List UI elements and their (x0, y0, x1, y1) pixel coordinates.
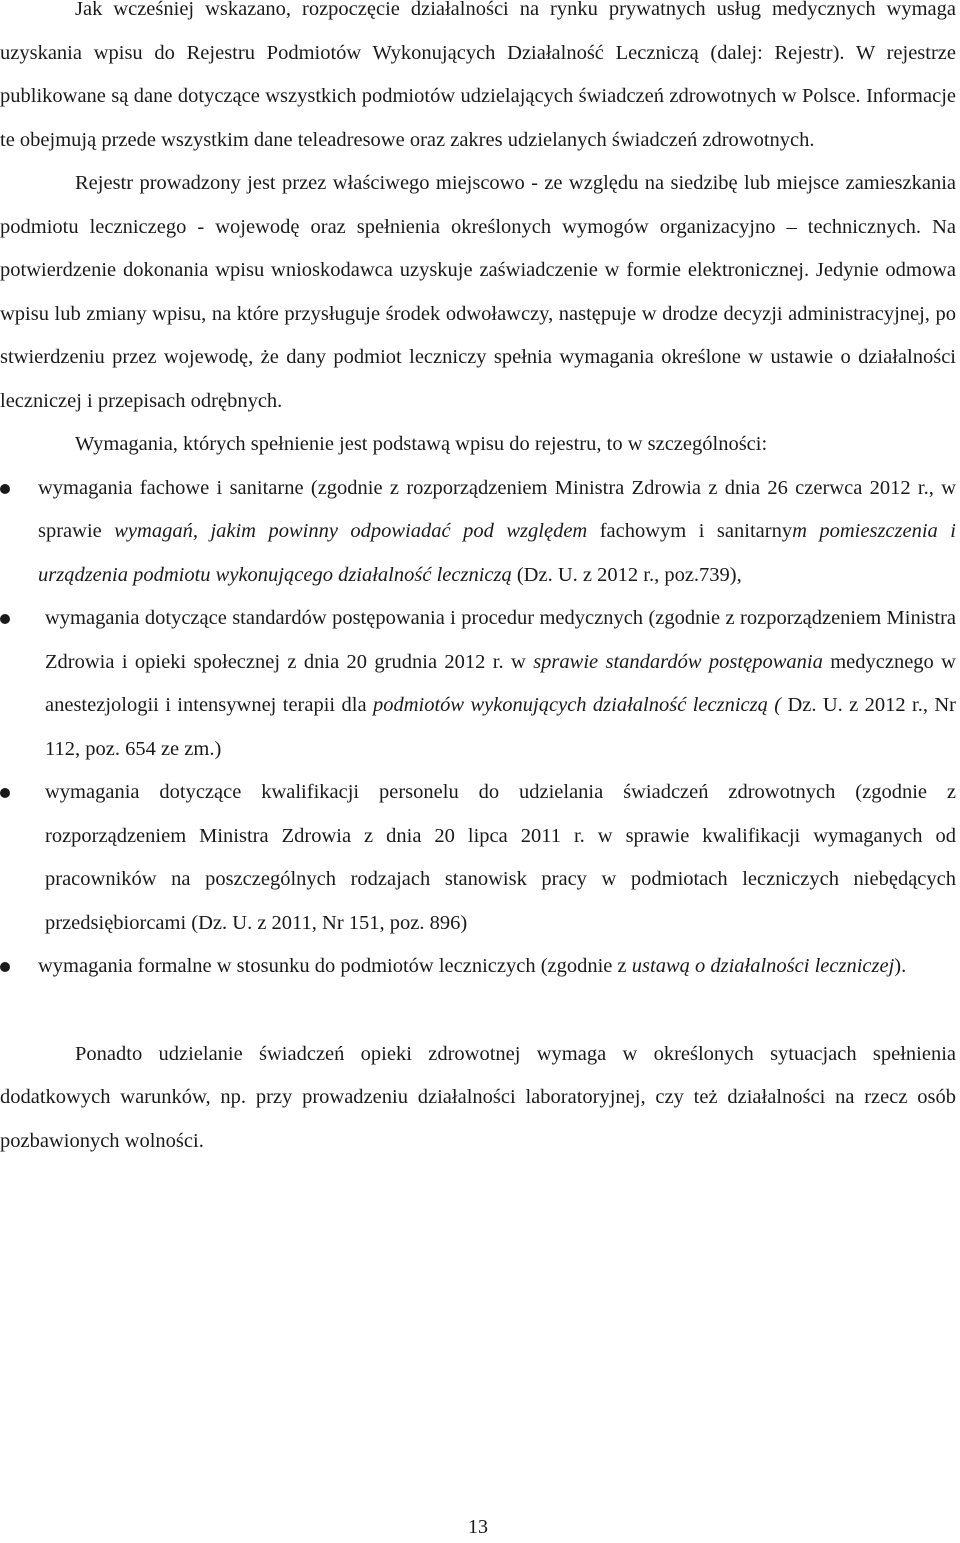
item-citation: (Dz. U. z 2012 r., poz.739), (511, 563, 742, 586)
bullet-icon (0, 788, 10, 798)
item-italic-title: wymagań, jakim powinny odpowiadać pod względem (114, 520, 588, 542)
paragraph-additional-conditions: Ponadto udzielanie świadczeń opieki zdrowotnej wymaga w określonych sytuacjach spełnienia dodatkowych warunków, np. przy prowadzeniu działalności laboratoryjnej, czy też działalności na rzecz osób pozbawionych wolności. (0, 1042, 956, 1152)
bullet-icon (0, 614, 10, 624)
paragraph-register-intro: Jak wcześniej wskazano, rozpoczęcie działalności na rynku prywatnych usług medycznych wymaga uzyskania wpisu do Rejestru Podmiotów Wykonujących Działalność Leczniczą (dalej: Rejestr). W rejestrze publikowane są dane dotyczące wszystkich podmiotów udzielających świadczeń zdrowotnych w Polsce. Informacje te obejmują przede wszystkim dane teleadresowe oraz zakres udzielanych świadczeń zdrowotnych. (0, 0, 956, 151)
item-text: wymagania fachowe i sanitarne (zgodnie z rozporządzeniem Ministra Zdrowia z dnia 26 czerwca 2012 r., w sprawie (38, 476, 956, 542)
paragraph-requirements-intro: Wymagania, których spełnienie jest podstawą wpisu do rejestru, to w szczególności: (75, 433, 768, 455)
list-item (0, 771, 956, 945)
item-text-mid: medycznego w anestezjologii i intensywnej terapii dla (45, 650, 956, 716)
item-text: wymagania dotyczące standardów postępowania i procedur medycznych (zgodnie z rozporządzeniem Ministra Zdrowia i opieki społecznej z dnia 20 grudnia 2012 r. w (45, 607, 956, 673)
list-item (0, 945, 956, 989)
paragraph-register-voivode: Rejestr prowadzony jest przez właściwego miejscowo - ze względu na siedzibę lub miejsce zamieszkania podmiotu leczniczego - wojewodę oraz spełnienia określonych wymogów organizacyjno – technicznych. Na potwierdzenie dokonania wpisu wnioskodawca uzyskuje zaświadczenie w formie elektronicznej. Jedynie odmowa wpisu lub zmiany wpisu, na które przysługuje środek odwoławczy, następuje w drodze decyzji administracyjnej, po stwierdzeniu przez wojewodę, że dany podmiot leczniczy spełnia wymagania określone w ustawie o działalności leczniczej i przepisach odrębnych. (0, 172, 956, 412)
item-text: wymagania formalne w stosunku do podmiotów leczniczych (zgodnie z (38, 955, 632, 977)
item-italic-title: sprawie standardów postępowania (533, 650, 823, 673)
requirements-list (0, 467, 956, 989)
item-citation: ). (894, 955, 907, 977)
page-number: 13 (468, 1516, 488, 1538)
bullet-icon (0, 484, 10, 494)
item-citation: Dz. U. z 2012 r., Nr 112, poz. 654 ze zm.) (45, 694, 956, 760)
bullet-icon (0, 962, 10, 972)
list-item (0, 597, 956, 771)
spacer (0, 989, 956, 1033)
item-text: wymagania dotyczące kwalifikacji personelu do udzielania świadczeń zdrowotnych (zgodnie z rozporządzeniem Ministra Zdrowia z dnia 20 lipca 2011 r. w sprawie kwalifikacji wymaganych od pracowników na poszczególnych rodzajach stanowisk pracy w podmiotach leczniczych niebędących przedsiębiorcami (Dz. U. z 2011, Nr 151, poz. 896) (45, 781, 956, 934)
item-italic-title-cont: m pomieszczenia i urządzenia podmiotu wykonującego działalność leczniczą (38, 520, 956, 586)
item-text-mid: fachowym i sanitarny (587, 520, 793, 542)
item-italic-title-cont: podmiotów wykonujących działalność leczniczą ( (372, 694, 782, 716)
item-italic-title: ustawą o działalności leczniczej (631, 955, 895, 977)
list-item (0, 467, 956, 598)
